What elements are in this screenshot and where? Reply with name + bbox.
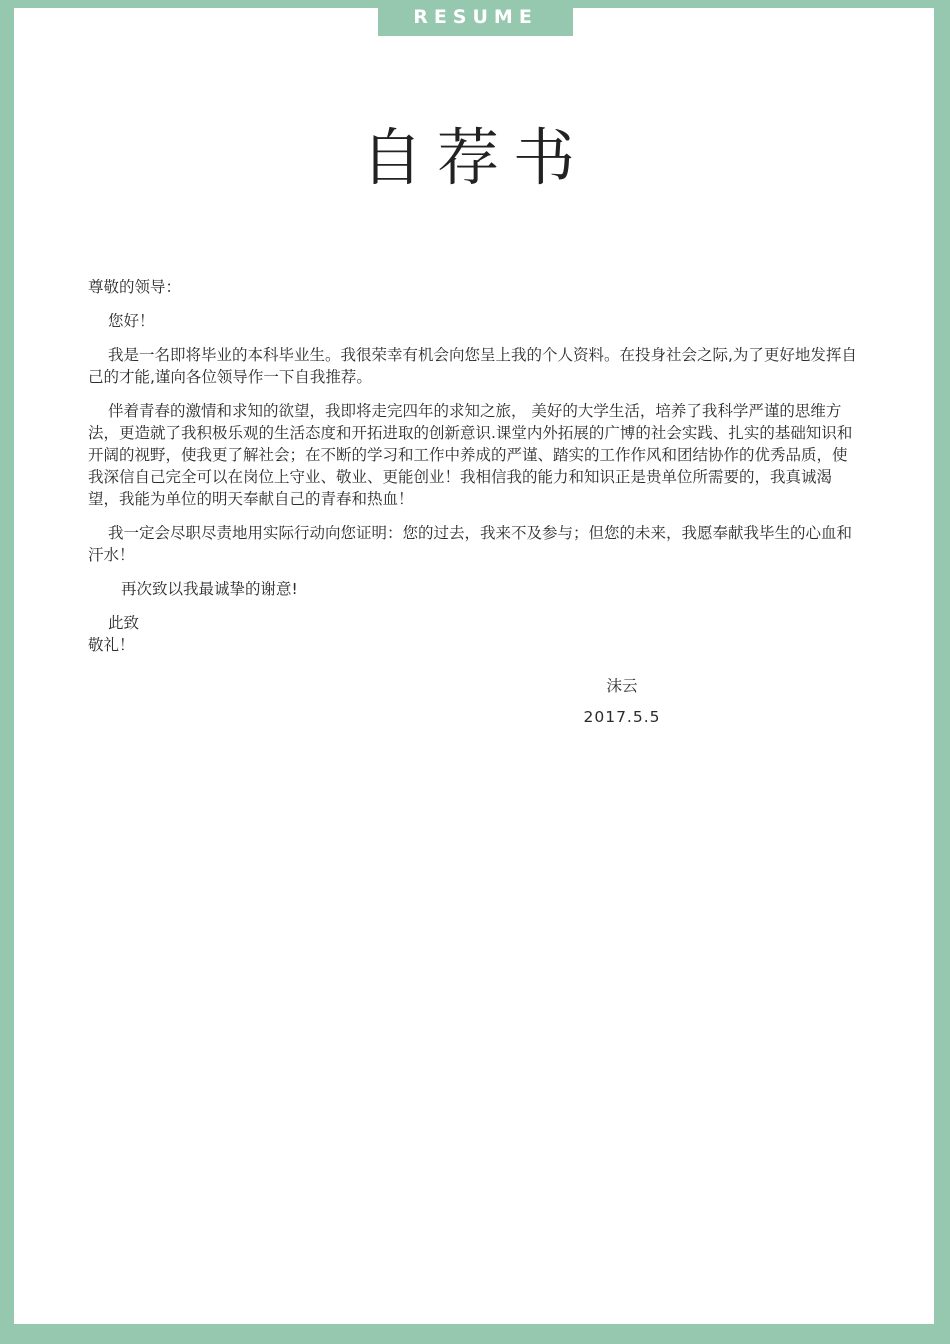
page-title: 自荐书 (360, 121, 589, 194)
closing (88, 612, 858, 656)
paragraph-intro: 我是一名即将毕业的本科毕业生。我很荣幸有机会向您呈上我的个人资料。在投身社会之际,为了更好地发挥自己的才能,谨向各位领导作一下自我推荐。 (88, 346, 857, 386)
salutation: 尊敬的领导： (88, 278, 182, 296)
closing-line-2: 敬礼！ (88, 636, 135, 654)
letter-date: 2017.5.5 (583, 708, 661, 726)
paragraph-experience: 伴着青春的激情和求知的欲望，我即将走完四年的求知之旅， 美好的大学生活，培养了我科学严谨的思维方法，更造就了我积极乐观的生活态度和开拓进取的创新意识.课堂内外拓展的广博的社会实践、扎实的基础知识和开阔的视野，使我更了解社会；在不断的学习和工作中养成的严谨、踏实的工作作风和团结协作的优秀品质，使我深信自己完全可以在岗位上守业、敬业、更能创业！我相信我的能力和知识正是贵单位所需要的，我真诚渴望，我能为单位的明天奉献自己的青春和热血！ (88, 402, 853, 508)
closing-line-1: 此致 (108, 614, 140, 632)
resume-tab-label: RESUME (378, 0, 573, 36)
signer-name: 沫云 (606, 677, 638, 695)
thanks-line: 再次致以我最诚挚的谢意! (121, 580, 298, 598)
paragraph-commitment: 我一定会尽职尽责地用实际行动向您证明：您的过去，我来不及参与；但您的未来，我愿奉献我毕生的心血和汗水！ (88, 524, 853, 564)
letter-body (88, 276, 858, 668)
greeting: 您好！ (108, 312, 155, 330)
